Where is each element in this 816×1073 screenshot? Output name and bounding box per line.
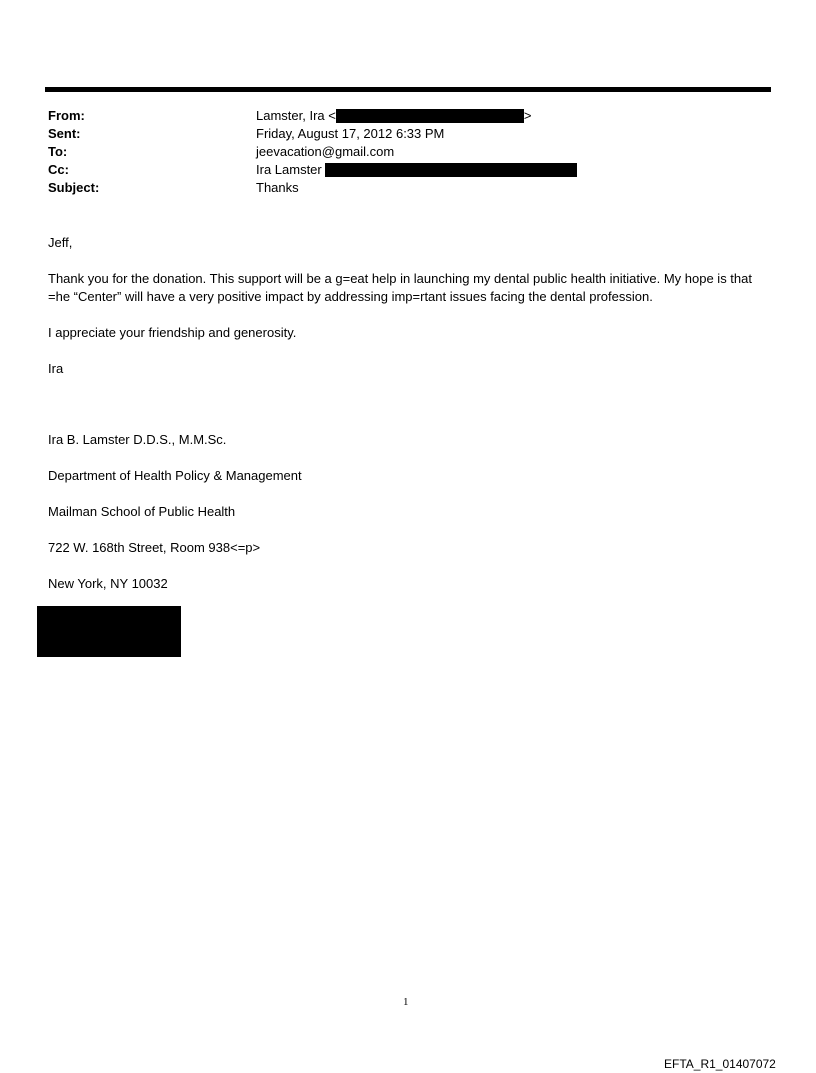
cc-label: Cc: <box>48 162 69 177</box>
signature-name: Ira B. Lamster D.D.S., M.M.Sc. <box>48 432 227 447</box>
body-paragraph-2: I appreciate your friendship and generosity. <box>48 325 297 340</box>
signature-address: 722 W. 168th Street, Room 938<=p> <box>48 540 261 555</box>
redaction-block <box>37 606 181 657</box>
from-value <box>256 107 531 125</box>
subject-label: Subject: <box>48 180 100 195</box>
from-label: From: <box>48 108 85 123</box>
to-label: To: <box>48 144 68 159</box>
from-bracket: > <box>523 108 532 123</box>
redaction-bar <box>336 109 524 123</box>
closing: Ira <box>48 361 64 376</box>
header-rule <box>45 87 771 92</box>
signature-department: Department of Health Policy & Management <box>48 468 302 483</box>
cc-recipient: Ira Lamster <box>256 162 322 177</box>
body-paragraph-1: Thank you for the donation. This support will be a g=eat help in launching my dental public health initiative. My hope is that =he “Center” will have a very positive impact by addressing imp=rtant issues facing the dental profession. <box>48 271 752 304</box>
signature-school: Mailman School of Public Health <box>48 504 236 519</box>
redaction-bar <box>325 163 577 177</box>
sent-value: Friday, August 17, 2012 6:33 PM <box>256 126 445 141</box>
signature-city: New York, NY 10032 <box>48 576 168 591</box>
document-id: EFTA_R1_01407072 <box>664 1057 776 1071</box>
subject-value: Thanks <box>256 180 299 195</box>
to-value: jeevacation@gmail.com <box>256 144 395 159</box>
from-sender: Lamster, Ira < <box>256 108 336 123</box>
greeting: Jeff, <box>48 235 73 250</box>
page-number: 1 <box>403 996 409 1008</box>
cc-value <box>256 161 577 179</box>
sent-label: Sent: <box>48 126 81 141</box>
